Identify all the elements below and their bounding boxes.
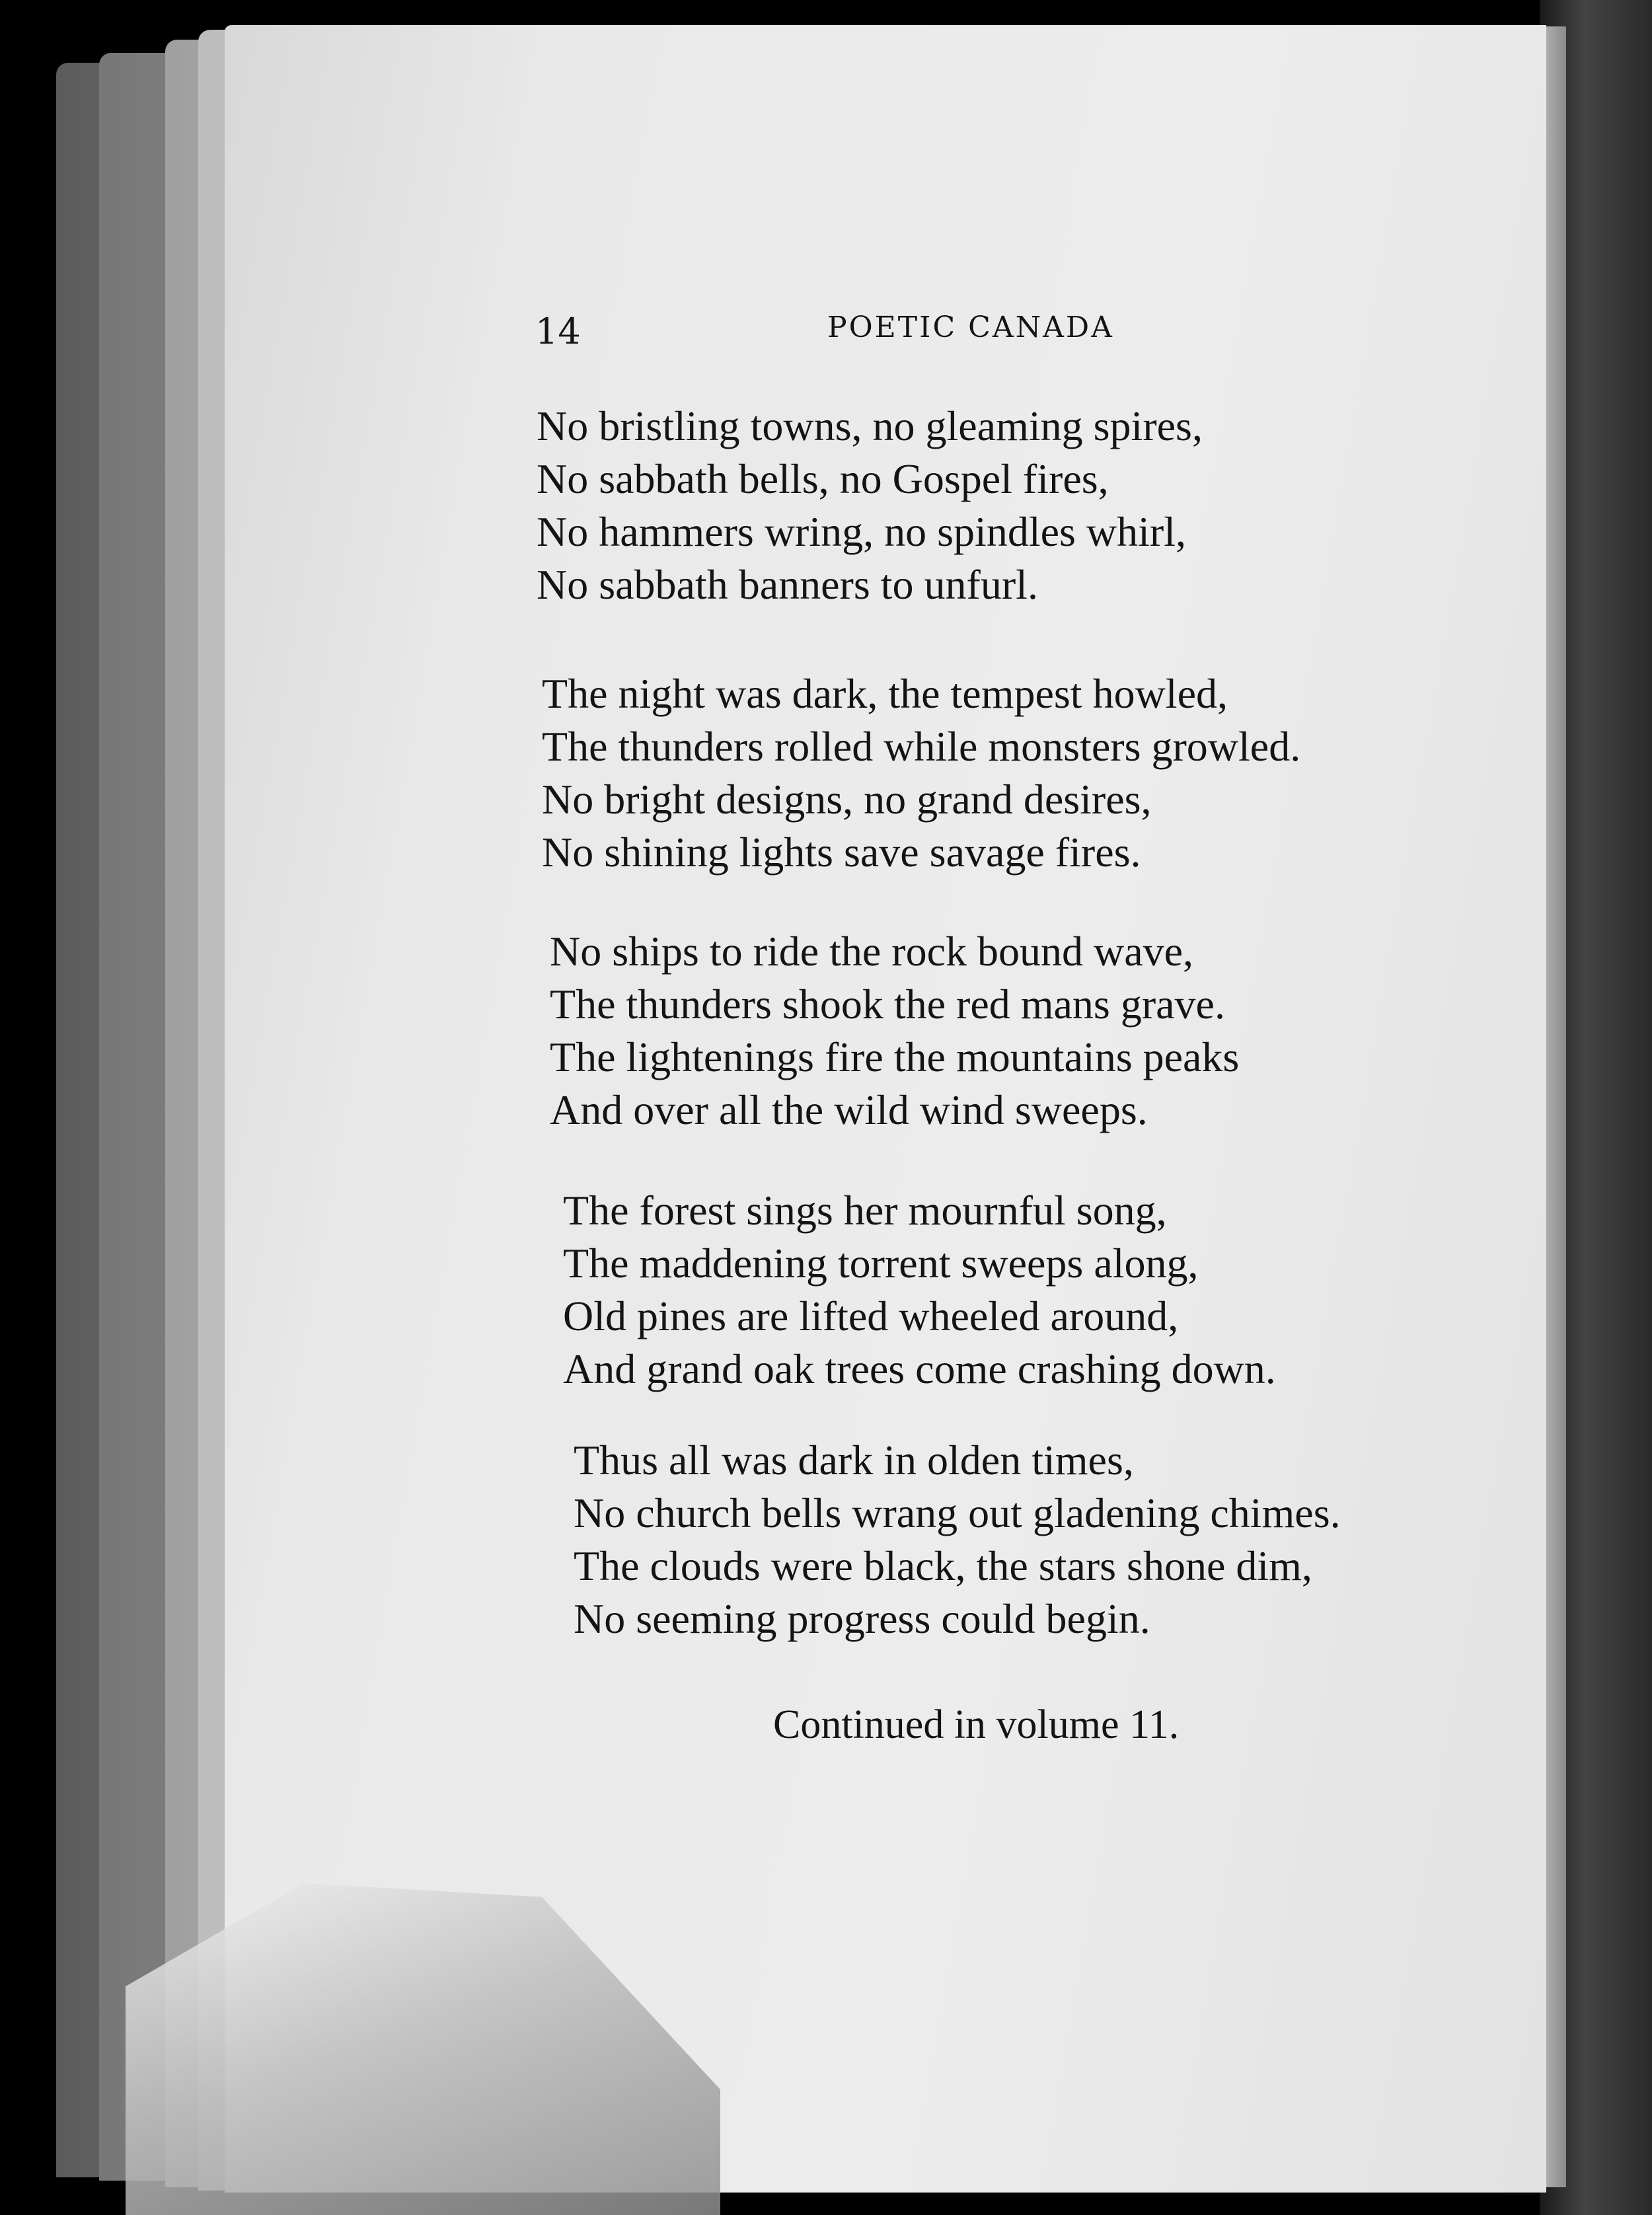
poem-line: Thus all was dark in olden times, [574,1437,1134,1483]
poem-line: No bristling towns, no gleaming spires, [537,402,1203,449]
poem-line: The clouds were black, the stars shone dim, [574,1542,1312,1589]
poem-line: No seeming progress could begin. [574,1595,1150,1642]
stanza [537,400,1203,611]
poem-line: And over all the wild wind sweeps. [550,1086,1148,1133]
poem-line: No sabbath bells, no Gospel fires, [537,455,1109,502]
running-title: POETIC CANADA [827,311,1114,344]
poem-line: The thunders shook the red mans grave. [550,981,1225,1028]
continued-note: Continued in volume 11. [773,1702,1180,1747]
stanza [550,925,1239,1137]
poem-line: No sabbath banners to unfurl. [537,561,1038,608]
poem-line: No shining lights save savage fires. [542,829,1141,876]
poem-line: Old pines are lifted wheeled around, [563,1293,1179,1339]
stanza [574,1434,1341,1645]
poem-line: No hammers wring, no spindles whirl, [537,508,1186,555]
stanza [542,667,1300,879]
stanza [563,1184,1276,1396]
poem-line: The thunders rolled while monsters growled. [542,723,1301,770]
page-number: 14 [535,311,581,352]
poem-line: And grand oak trees come crashing down. [563,1345,1276,1392]
poem-line: The night was dark, the tempest howled, [542,670,1228,717]
poem-line: No church bells wrang out gladening chimes. [574,1489,1341,1536]
poem-line: The maddening torrent sweeps along, [563,1240,1199,1287]
poem-line: The forest sings her mournful song, [563,1187,1167,1234]
poem-line: The lightenings fire the mountains peaks [550,1033,1240,1080]
poem-line: No bright designs, no grand desires, [542,776,1152,823]
poem-line: No ships to ride the rock bound wave, [550,928,1194,975]
